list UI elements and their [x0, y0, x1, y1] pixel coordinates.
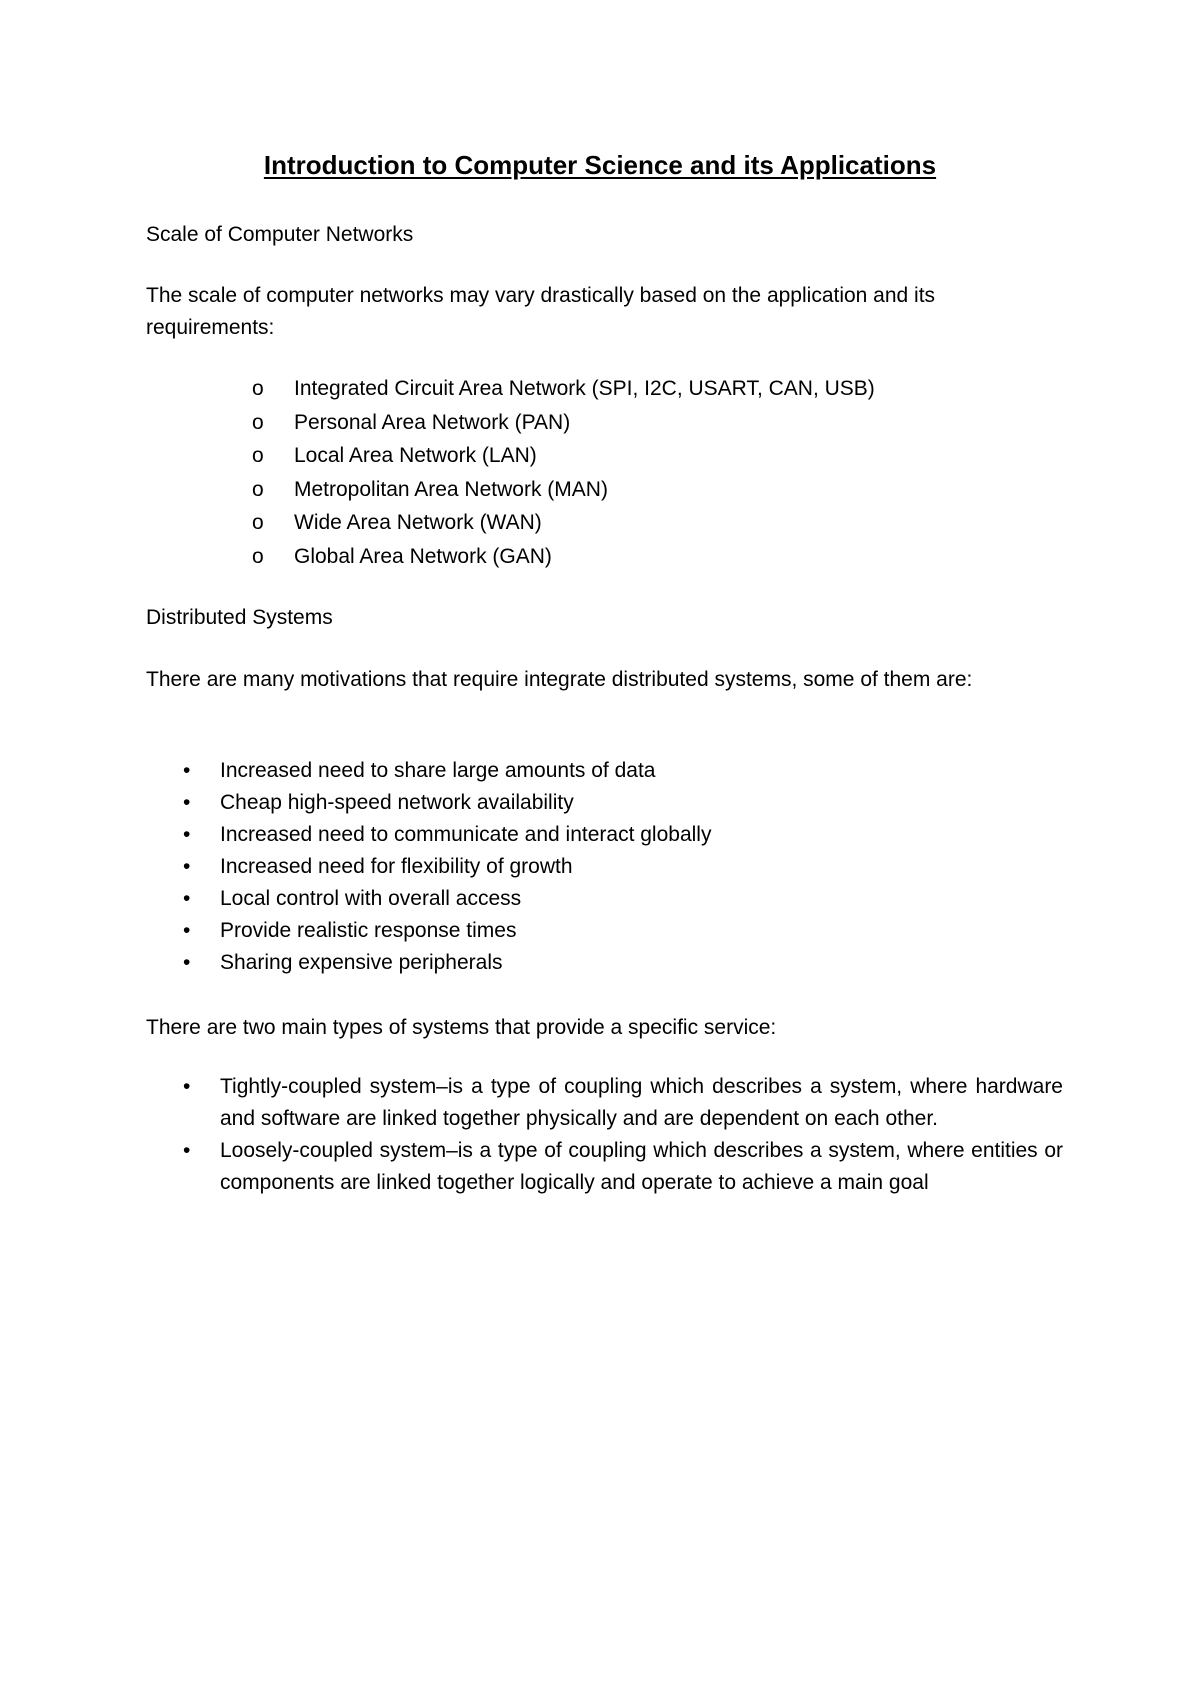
- list-item: • Tightly-coupled system–is a type of coupling which describes a system, where hardware and software are linked together physically and are dependent on each other.: [183, 1071, 1063, 1135]
- section-heading-distributed: Distributed Systems: [146, 606, 333, 629]
- bullet-icon: •: [183, 951, 191, 974]
- bullet-icon: •: [183, 1075, 191, 1098]
- system-types-intro-paragraph: There are two main types of systems that provide a specific service:: [146, 1016, 777, 1039]
- list-item: • Loosely-coupled system–is a type of coupling which describes a system, where entities or components are linked together logically and operate to achieve a main goal: [183, 1135, 1063, 1199]
- bullet-icon: •: [183, 823, 191, 846]
- system-types-list: [183, 1071, 1063, 1199]
- bullet-icon: •: [183, 919, 191, 942]
- motivations-list: [183, 755, 1063, 979]
- circle-bullet-icon: o: [252, 410, 264, 434]
- list-item: o Wide Area Network (WAN): [252, 506, 1052, 540]
- list-item: o Global Area Network (GAN): [252, 540, 1052, 574]
- bullet-icon: •: [183, 1139, 191, 1162]
- circle-bullet-icon: o: [252, 544, 264, 568]
- list-item: • Local control with overall access: [183, 883, 1063, 915]
- distributed-intro-paragraph: There are many motivations that require integrate distributed systems, some of them are:: [146, 668, 973, 691]
- bullet-icon: •: [183, 855, 191, 878]
- list-item: • Increased need for flexibility of growth: [183, 851, 1063, 883]
- bullet-icon: •: [183, 759, 191, 782]
- list-item: o Local Area Network (LAN): [252, 439, 1052, 473]
- list-item: • Increased need to communicate and interact globally: [183, 819, 1063, 851]
- list-item: • Provide realistic response times: [183, 915, 1063, 947]
- networks-intro-paragraph: The scale of computer networks may vary drastically based on the application and its requirements:: [146, 284, 936, 339]
- network-types-list: [252, 372, 1052, 573]
- circle-bullet-icon: o: [252, 511, 264, 534]
- circle-bullet-icon: o: [252, 477, 264, 501]
- list-item: • Sharing expensive peripherals: [183, 947, 1063, 979]
- document-title: Introduction to Computer Science and its Applications: [263, 150, 937, 180]
- list-item: o Metropolitan Area Network (MAN): [252, 473, 1052, 507]
- circle-bullet-icon: o: [252, 444, 264, 467]
- bullet-icon: •: [183, 887, 191, 910]
- circle-bullet-icon: o: [252, 377, 264, 400]
- list-item: o Integrated Circuit Area Network (SPI, I2C, USART, CAN, USB): [252, 372, 1052, 406]
- list-item: • Cheap high-speed network availability: [183, 787, 1063, 819]
- bullet-icon: •: [183, 791, 191, 814]
- list-item: o Personal Area Network (PAN): [252, 406, 1052, 440]
- list-item: • Increased need to share large amounts of data: [183, 755, 1063, 787]
- section-heading-networks: Scale of Computer Networks: [146, 223, 414, 246]
